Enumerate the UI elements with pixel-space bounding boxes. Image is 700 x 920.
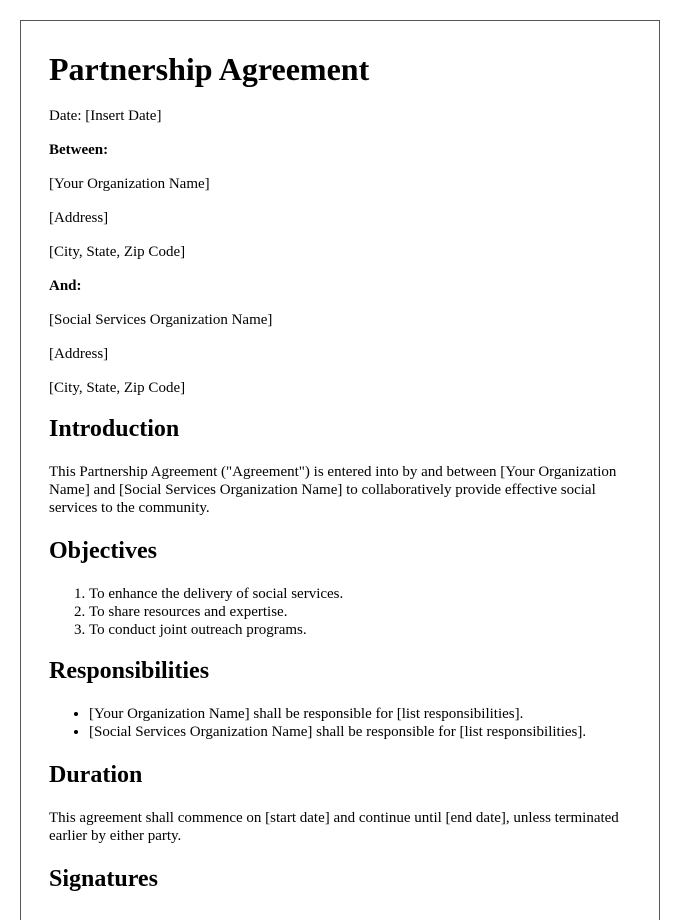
party1-name: [Your Organization Name] xyxy=(49,176,210,192)
party1-address: [Address] xyxy=(49,210,109,226)
party2-city: [City, State, Zip Code] xyxy=(49,380,186,396)
and-label: And: xyxy=(49,278,82,294)
responsibilities-list xyxy=(49,705,631,741)
introduction-heading: Introduction xyxy=(49,416,180,442)
date-line: Date: [Insert Date] xyxy=(49,108,162,124)
document-title: Partnership Agreement xyxy=(49,51,370,87)
party1-city: [City, State, Zip Code] xyxy=(49,244,186,260)
objective-item: 2. To share resources and expertise. xyxy=(89,603,631,621)
objective-item: 3. To conduct joint outreach programs. xyxy=(89,621,631,639)
objectives-list xyxy=(49,585,631,639)
party2-address: [Address] xyxy=(49,346,109,362)
document-page xyxy=(20,20,660,920)
between-label: Between: xyxy=(49,142,109,158)
party2-name: [Social Services Organization Name] xyxy=(49,312,273,328)
duration-heading: Duration xyxy=(49,762,143,788)
objectives-heading: Objectives xyxy=(49,538,157,564)
introduction-text: This Partnership Agreement ("Agreement") is entered into by and between [Your Organization Name] and [Social Services Organization Name] to collaboratively provide effective social services to the community. xyxy=(49,464,617,516)
responsibility-item: • [Social Services Organization Name] shall be responsible for [list responsibilities]. xyxy=(89,723,631,741)
responsibilities-heading: Responsibilities xyxy=(49,658,210,684)
objective-item: 1. To enhance the delivery of social services. xyxy=(89,585,631,603)
duration-text: This agreement shall commence on [start date] and continue until [end date], unless terminated earlier by either party. xyxy=(49,810,619,844)
responsibility-item: • [Your Organization Name] shall be responsible for [list responsibilities]. xyxy=(89,705,631,723)
signatures-heading: Signatures xyxy=(49,866,158,892)
